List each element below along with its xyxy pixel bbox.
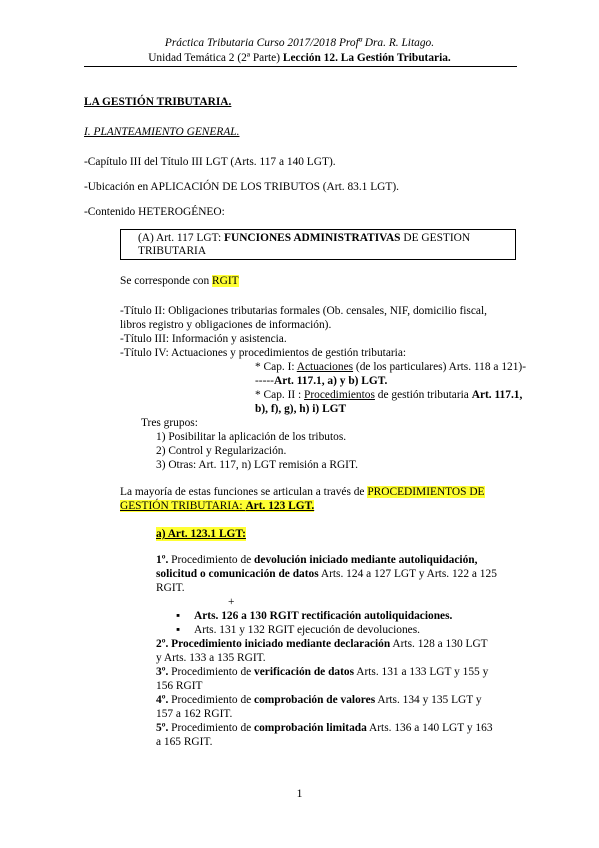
grupo-2: 2) Control y Regularización. bbox=[156, 445, 287, 457]
proc5-num: 5º. bbox=[156, 722, 169, 734]
item-contenido: -Contenido HETEROGÉNEO: bbox=[84, 206, 225, 218]
corresponde-line bbox=[120, 274, 239, 288]
proc1-num: 1º. bbox=[156, 554, 169, 566]
document-title: LA GESTIÓN TRIBUTARIA. bbox=[84, 96, 232, 108]
proc4-line2: 157 a 162 RGIT. bbox=[156, 708, 233, 720]
proc2-line2: y Arts. 133 a 135 RGIT. bbox=[156, 652, 266, 664]
header-lesson: Lección 12. La Gestión Tributaria. bbox=[282, 52, 451, 64]
mayoria-prefix: La mayoría de estas funciones se articulan a través de bbox=[120, 486, 368, 498]
titulo-2-line2: libros registro y obligaciones de información). bbox=[120, 319, 332, 331]
proc5-line1 bbox=[156, 721, 493, 735]
mayoria-line1 bbox=[120, 485, 485, 499]
grupos-title: Tres grupos: bbox=[141, 417, 198, 429]
header-divider bbox=[84, 66, 517, 67]
proc5-bold: comprobación limitada bbox=[254, 722, 367, 734]
proc4-rest: Arts. 134 y 135 LGT y bbox=[375, 694, 482, 706]
proc1-line1 bbox=[156, 553, 477, 567]
proc4-text: Procedimiento de bbox=[168, 694, 255, 706]
box-suffix: DE GESTION TRIBUTARIA bbox=[138, 232, 471, 257]
cap2-line2: b), f), g), h) i) LGT bbox=[255, 403, 347, 415]
proc3-num: 3º. bbox=[156, 666, 169, 678]
grupo-1: 1) Posibilitar la aplicación de los tributos. bbox=[156, 431, 347, 443]
cap1-prefix: * Cap. I: bbox=[255, 361, 297, 373]
proc3-bold: verificación de datos bbox=[254, 666, 355, 678]
cap1-rest: (de los particulares) Arts. 118 a 121)- bbox=[353, 361, 526, 373]
box-prefix: (A) Art. 117 LGT: bbox=[138, 232, 225, 244]
proc5-text: Procedimiento de bbox=[168, 722, 255, 734]
proc4-line1 bbox=[156, 693, 482, 707]
proc2-rest: Arts. 128 a 130 LGT bbox=[390, 638, 488, 650]
proc1-bold2: solicitud o comunicación de datos bbox=[156, 568, 319, 580]
bullet-rectificacion: Arts. 126 a 130 RGIT rectificación autoliquidaciones. bbox=[194, 610, 453, 622]
proc1-line2 bbox=[156, 567, 497, 581]
functions-box bbox=[120, 229, 516, 260]
item-capitulo: -Capítulo III del Título III LGT (Arts. 117 a 140 LGT). bbox=[84, 156, 336, 168]
corresponde-prefix: Se corresponde con bbox=[120, 275, 213, 287]
cap1-dash: ----- bbox=[255, 375, 274, 387]
mayoria-line2 bbox=[120, 499, 314, 513]
section-heading: I. PLANTEAMIENTO GENERAL. bbox=[84, 126, 240, 138]
proc3-line1 bbox=[156, 665, 488, 679]
item-ubicacion: -Ubicación en APLICACIÓN DE LOS TRIBUTOS (Art. 83.1 LGT). bbox=[84, 181, 400, 193]
mayoria-article: Art. 123 LGT. bbox=[245, 500, 315, 512]
proc3-rest: Arts. 131 a 133 LGT y 155 y bbox=[354, 666, 489, 678]
cap2-article: Art. 117.1, bbox=[471, 389, 523, 401]
proc5-rest: Arts. 136 a 140 LGT y 163 bbox=[366, 722, 493, 734]
proc3-text: Procedimiento de bbox=[168, 666, 255, 678]
titulo-3: -Título III: Información y asistencia. bbox=[120, 333, 287, 345]
proc2-bold: 2º. Procedimiento iniciado mediante declaración bbox=[156, 638, 391, 650]
proc4-num: 4º. bbox=[156, 694, 169, 706]
proc5-line2: a 165 RGIT. bbox=[156, 736, 213, 748]
titulo-4: -Título IV: Actuaciones y procedimientos de gestión tributaria: bbox=[120, 347, 407, 359]
cap1-under: Actuaciones bbox=[296, 361, 354, 373]
proc3-line2: 156 RGIT bbox=[156, 680, 203, 692]
running-header-title: Práctica Tributaria Curso 2017/2018 Profª Dra. R. Litago. bbox=[164, 37, 435, 49]
mayoria-highlight2: GESTIÓN TRIBUTARIA: bbox=[120, 500, 246, 512]
cap2-line1 bbox=[255, 388, 522, 402]
mayoria-highlight1: PROCEDIMIENTOS DE bbox=[367, 486, 485, 498]
running-header-subtitle bbox=[0, 51, 599, 65]
bullet-icon: ▪ bbox=[176, 624, 181, 636]
art-123-heading: a) Art. 123.1 LGT: bbox=[156, 528, 246, 540]
box-bold: FUNCIONES ADMINISTRATIVAS bbox=[224, 232, 401, 244]
cap1-line2 bbox=[255, 374, 387, 388]
proc4-bold: comprobación de valores bbox=[254, 694, 376, 706]
proc1-line3: RGIT. bbox=[156, 582, 185, 594]
proc1-text: Procedimiento de bbox=[168, 554, 255, 566]
page-number: 1 bbox=[296, 786, 303, 800]
rgit-highlight: RGIT bbox=[212, 275, 239, 287]
titulo-2-line1: -Título II: Obligaciones tributarias formales (Ob. censales, NIF, domicilio fiscal, bbox=[120, 305, 487, 317]
bullet-icon: ▪ bbox=[176, 610, 181, 622]
cap2-under: Procedimientos bbox=[304, 389, 375, 401]
grupo-3: 3) Otras: Art. 117, n) LGT remisión a RGIT. bbox=[156, 459, 358, 471]
cap2-prefix: * Cap. II : bbox=[255, 389, 305, 401]
plus-sign: + bbox=[228, 596, 235, 608]
proc1-bold: devolución iniciado mediante autoliquidación, bbox=[254, 554, 478, 566]
cap1-line1 bbox=[255, 360, 526, 374]
header-unit: Unidad Temática 2 (2ª Parte) bbox=[148, 52, 283, 64]
cap2-rest: de gestión tributaria bbox=[374, 389, 472, 401]
bullet-devoluciones: Arts. 131 y 132 RGIT ejecución de devoluciones. bbox=[194, 624, 420, 636]
proc1-rest: Arts. 124 a 127 LGT y Arts. 122 a 125 bbox=[318, 568, 497, 580]
proc2-line1 bbox=[156, 637, 488, 651]
cap1-article: Art. 117.1, a) y b) LGT. bbox=[273, 375, 388, 387]
